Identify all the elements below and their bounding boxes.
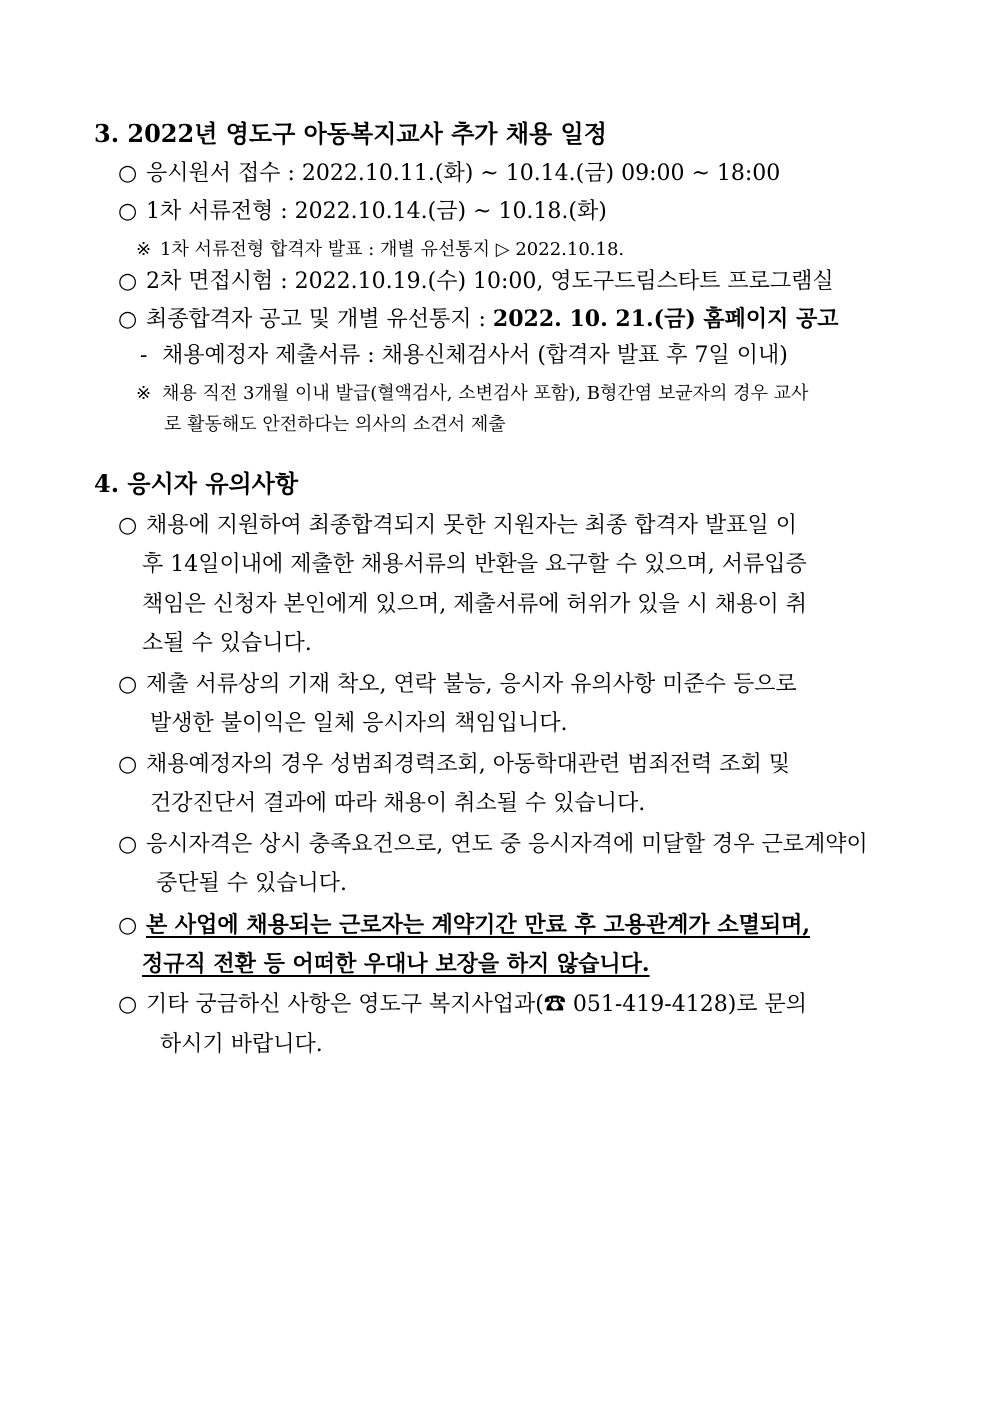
notice-item-1-line2: 후 14일이내에 제출한 채용서류의 반환을 요구할 수 있으며, 서류입증 (142, 552, 807, 577)
reference-mark: ※ (136, 239, 152, 260)
circle-bullet: ○ (118, 161, 138, 186)
schedule-note-document-result (136, 236, 624, 264)
circle-bullet: ○ (118, 307, 138, 332)
notice-item-6-line2: 하시기 바랍니다. (160, 1032, 323, 1057)
notice-item-3-line2: 건강진단서 결과에 따라 채용이 취소될 수 있습니다. (150, 791, 646, 816)
notice-item-6 (118, 991, 807, 1019)
circle-bullet: ○ (118, 992, 138, 1017)
section4-title: 4. 응시자 유의사항 (94, 469, 299, 498)
notice-text-emphasis: 본 사업에 채용되는 근로자는 계약기간 만료 후 고용관계가 소멸되며, (146, 912, 810, 938)
schedule-text: 2차 면접시험 : 2022.10.19.(수) 10:00, 영도구드림스타트 프로그램실 (146, 269, 834, 294)
dash-bullet: - (140, 343, 148, 368)
notice-text: 채용예정자의 경우 성범죄경력조회, 아동학대관련 범죄전력 조회 및 (146, 752, 791, 777)
circle-bullet: ○ (118, 912, 138, 938)
subitem-text: 채용예정자 제출서류 : 채용신체검사서 (합격자 발표 후 7일 이내) (162, 343, 788, 368)
schedule-text: 1차 서류전형 : 2022.10.14.(금) ~ 10.18.(화) (146, 199, 607, 224)
phone-number: 051-419-4128 (565, 992, 728, 1017)
circle-bullet: ○ (118, 672, 138, 697)
note-text: 채용 직전 3개월 이내 발급(혈액검사, 소변검사 포함), B형간염 보균자의 경우 교사 (162, 383, 809, 404)
notice-item-4 (118, 831, 868, 859)
notice-item-4-line2: 중단될 수 있습니다. (156, 871, 347, 896)
notice-text-suffix: )로 문의 (727, 992, 808, 1017)
section3-title: 3. 2022년 영도구 아동복지교사 추가 채용 일정 (94, 119, 607, 148)
notice-item-5-line2: 정규직 전환 등 어떠한 우대나 보장을 하지 않습니다. (142, 951, 650, 977)
notice-item-1-line4: 소될 수 있습니다. (142, 631, 312, 656)
circle-bullet: ○ (118, 513, 138, 538)
schedule-text: 최종합격자 공고 및 개별 유선통지 : (146, 307, 493, 332)
schedule-subitem-documents (140, 342, 788, 370)
notice-item-2 (118, 671, 797, 699)
circle-bullet: ○ (118, 269, 138, 294)
schedule-item-document-screening (118, 198, 607, 226)
circle-bullet: ○ (118, 752, 138, 777)
note-text: 1차 서류전형 합격자 발표 : 개별 유선통지 ▷ 2022.10.18. (160, 239, 625, 260)
reference-mark: ※ (136, 383, 152, 404)
schedule-text: 응시원서 접수 : 2022.10.11.(화) ~ 10.14.(금) 09:00 ~ 18:00 (146, 161, 781, 186)
notice-text: 기타 궁금하신 사항은 영도구 복지사업과( (146, 992, 544, 1017)
schedule-item-final-announcement (118, 305, 839, 334)
notice-item-2-line2: 발생한 불이익은 일체 응시자의 책임입니다. (150, 711, 568, 736)
circle-bullet: ○ (118, 199, 138, 224)
notice-item-1 (118, 512, 797, 540)
schedule-item-application (118, 160, 780, 188)
schedule-note-health-certificate (136, 380, 808, 408)
notice-text: 응시자격은 상시 충족요건으로, 연도 중 응시자격에 미달할 경우 근로계약이 (146, 832, 868, 857)
notice-item-3 (118, 751, 790, 779)
circle-bullet: ○ (118, 832, 138, 857)
notice-item-1-line3: 책임은 신청자 본인에게 있으며, 제출서류에 허위가 있을 시 채용이 취 (142, 592, 807, 617)
notice-text: 제출 서류상의 기재 착오, 연락 불능, 응시자 유의사항 미준수 등으로 (146, 672, 797, 697)
phone-icon: ☎ (543, 992, 566, 1017)
schedule-item-interview (118, 268, 834, 296)
notice-text: 채용에 지원하여 최종합격되지 못한 지원자는 최종 합격자 발표일 이 (146, 513, 798, 538)
schedule-text-bold: 2022. 10. 21.(금) 홈페이지 공고 (492, 306, 839, 332)
notice-item-5 (118, 911, 810, 939)
schedule-note-health-certificate-cont: 로 활동해도 안전하다는 의사의 소견서 제출 (164, 414, 506, 435)
